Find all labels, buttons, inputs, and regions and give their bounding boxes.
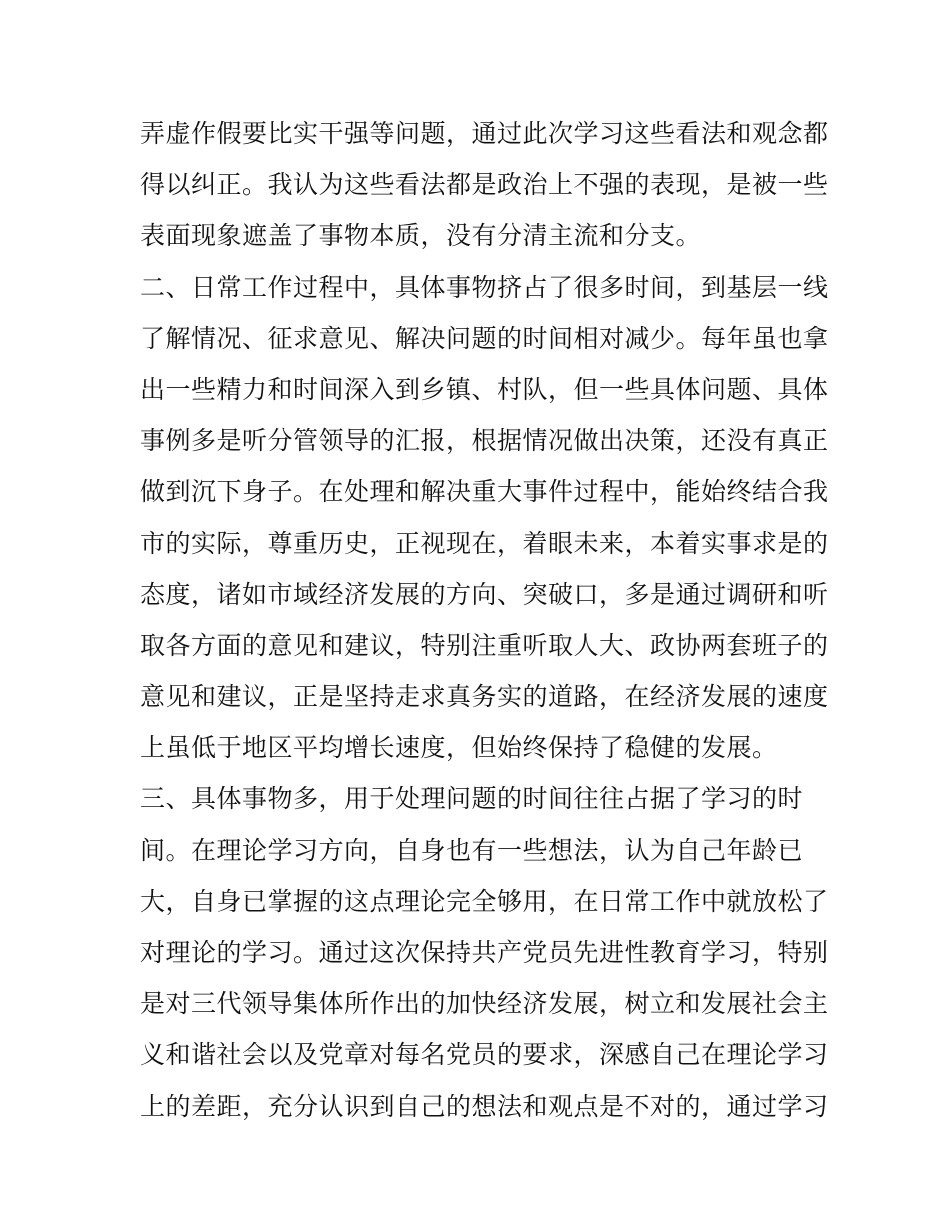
text-line: 二、日常工作过程中，具体事物挤占了很多时间，到基层一线 — [140, 272, 829, 302]
text-line: 是对三代领导集体所作出的加快经济发展，树立和发展社会主 — [140, 989, 829, 1019]
text-line: 间。在理论学习方向，自身也有一些想法，认为自己年龄已 — [140, 835, 804, 865]
text-line: 表面现象遮盖了事物本质，没有分清主流和分支。 — [140, 221, 702, 251]
body-text — [140, 108, 829, 1132]
text-line: 出一些精力和时间深入到乡镇、村队，但一些具体问题、具体 — [140, 374, 829, 404]
text-line: 对理论的学习。通过这次保持共产党员先进性教育学习，特别 — [140, 938, 829, 967]
text-line: 弄虚作假要比实干强等问题，通过此次学习这些看法和观念都 — [140, 119, 829, 148]
text-line: 大，自身已掌握的这点理论完全够用，在日常工作中就放松了 — [140, 886, 829, 916]
text-line: 义和谐社会以及党章对每名党员的要求，深感自己在理论学习 — [140, 1040, 829, 1070]
text-line: 意见和建议，正是坚持走求真务实的道路，在经济发展的速度 — [140, 682, 829, 712]
text-line: 得以纠正。我认为这些看法都是政治上不强的表现，是被一些 — [140, 170, 829, 200]
text-line: 态度，诸如市域经济发展的方向、突破口，多是通过调研和听 — [140, 579, 829, 609]
text-line: 取各方面的意见和建议，特别注重听取人大、政协两套班子的 — [140, 630, 829, 660]
text-line: 市的实际，尊重历史，正视现在，着眼未来，本着实事求是的 — [140, 528, 829, 558]
text-line: 上虽低于地区平均增长速度，但始终保持了稳健的发展。 — [140, 733, 778, 763]
text-line: 三、具体事物多，用于处理问题的时间往往占据了学习的时 — [140, 784, 804, 814]
text-line: 了解情况、征求意见、解决问题的时间相对减少。每年虽也拿 — [140, 323, 829, 353]
text-line: 上的差距，充分认识到自己的想法和观点是不对的，通过学习 — [140, 1091, 829, 1121]
text-line: 做到沉下身子。在处理和解决重大事件过程中，能始终结合我 — [140, 477, 829, 507]
text-line: 事例多是听分管领导的汇报，根据情况做出决策，还没有真正 — [140, 426, 829, 456]
